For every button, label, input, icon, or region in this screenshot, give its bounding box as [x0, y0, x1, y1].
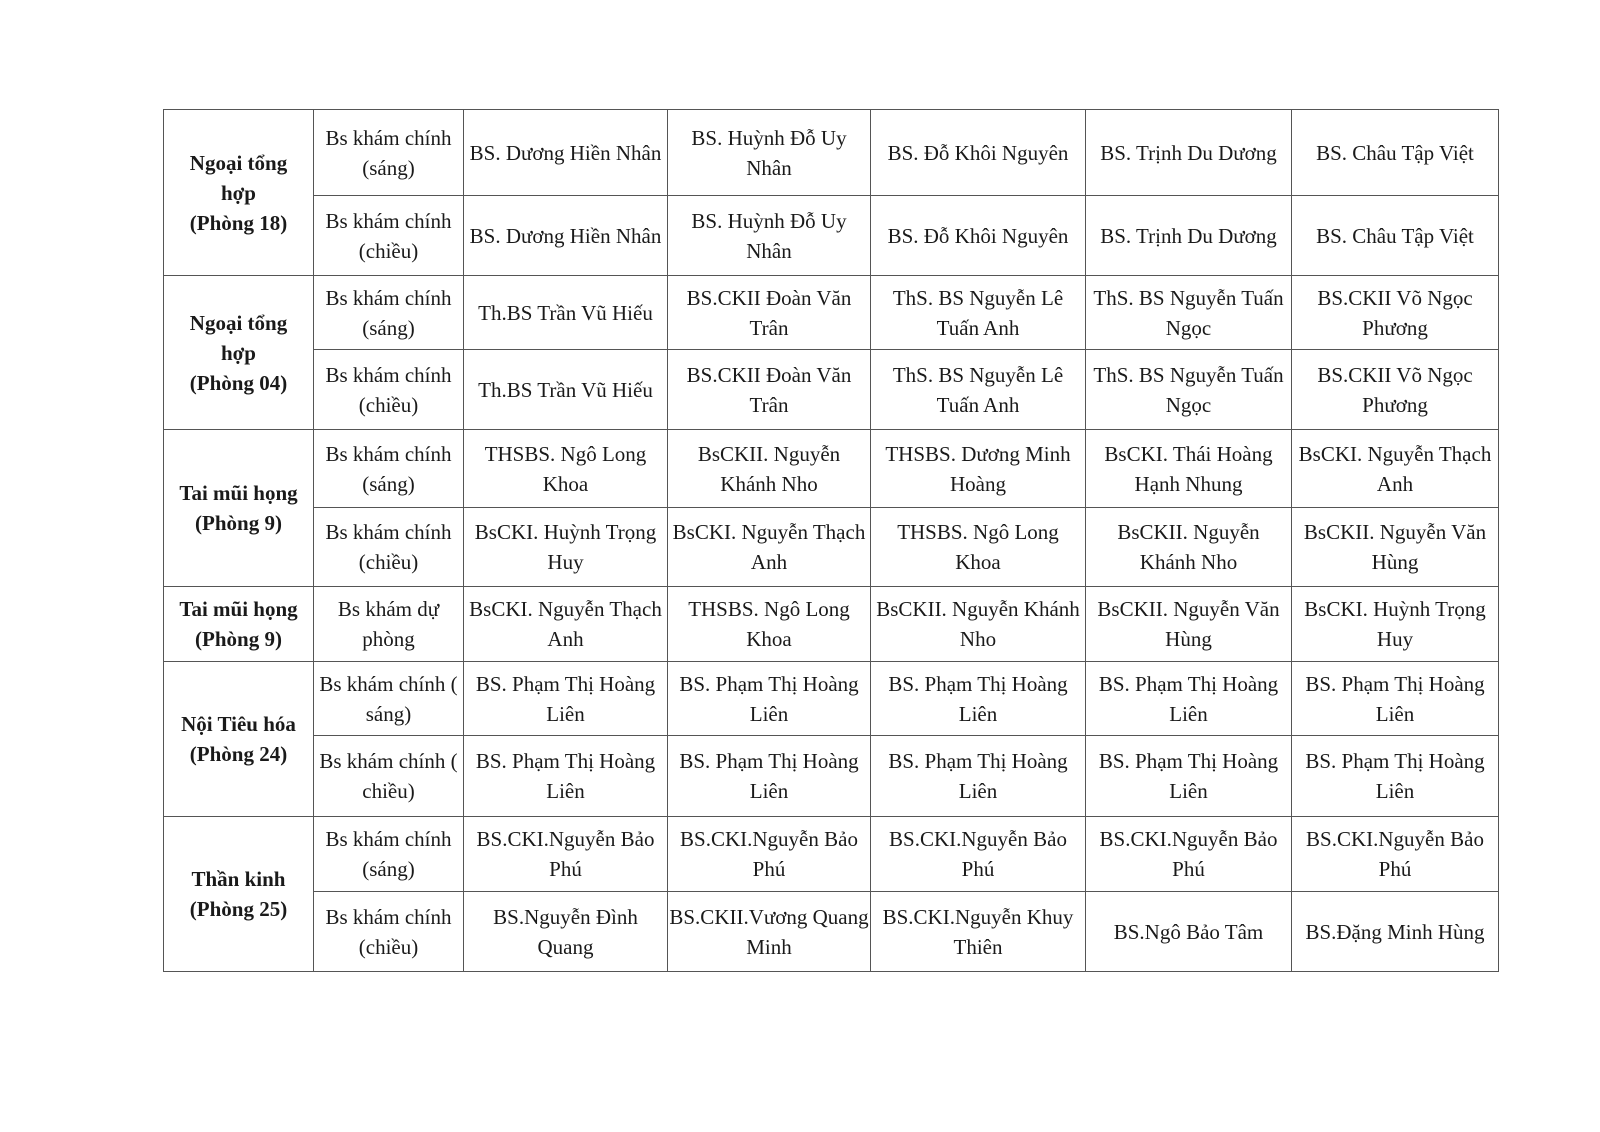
doctor-cell: BsCKII. Nguyễn Khánh Nho [668, 430, 871, 508]
role-cell: Bs khám chính ( chiều) [314, 736, 464, 817]
doctor-cell: BsCKII. Nguyễn Văn Hùng [1292, 508, 1499, 587]
doctor-cell: BS. Phạm Thị Hoàng Liên [1086, 662, 1292, 736]
doctor-cell: BS.CKII Võ Ngọc Phương [1292, 350, 1499, 430]
doctor-cell: BS.CKII Đoàn Văn Trân [668, 350, 871, 430]
schedule-body [164, 110, 1499, 972]
doctor-cell: BS. Châu Tập Việt [1292, 196, 1499, 276]
department-label-line: Ngoại tổng [189, 310, 288, 335]
table-row [164, 587, 1499, 662]
table-row [164, 892, 1499, 972]
doctor-cell: ThS. BS Nguyễn Lê Tuấn Anh [871, 350, 1086, 430]
doctor-cell: BS.CKI.Nguyễn Khuy Thiên [871, 892, 1086, 972]
doctor-cell: BS. Châu Tập Việt [1292, 110, 1499, 196]
department-cell [164, 817, 314, 972]
doctor-cell: BsCKI. Huỳnh Trọng Huy [1292, 587, 1499, 662]
role-cell: Bs khám chính (sáng) [314, 276, 464, 350]
table-row [164, 110, 1499, 196]
doctor-cell: BS. Phạm Thị Hoàng Liên [871, 662, 1086, 736]
doctor-cell: BS.CKI.Nguyễn Bảo Phú [668, 817, 871, 892]
doctor-cell: BsCKI. Huỳnh Trọng Huy [464, 508, 668, 587]
doctor-cell: THSBS. Ngô Long Khoa [464, 430, 668, 508]
department-label-line: (Phòng 9) [195, 627, 282, 651]
role-cell: Bs khám dự phòng [314, 587, 464, 662]
department-cell [164, 110, 314, 276]
department-label-line: Tai mũi họng [179, 481, 298, 505]
doctor-cell: BS.Đặng Minh Hùng [1292, 892, 1499, 972]
role-cell: Bs khám chính (chiều) [314, 892, 464, 972]
doctor-cell: BS. Dương Hiền Nhân [464, 110, 668, 196]
doctor-cell: BS.CKI.Nguyễn Bảo Phú [1292, 817, 1499, 892]
doctor-cell: BS. Phạm Thị Hoàng Liên [871, 736, 1086, 817]
doctor-cell: BS.CKI.Nguyễn Bảo Phú [1086, 817, 1292, 892]
table-row [164, 508, 1499, 587]
doctor-cell: BsCKII. Nguyễn Khánh Nho [1086, 508, 1292, 587]
doctor-cell: BS.CKII Đoàn Văn Trân [668, 276, 871, 350]
department-cell [164, 587, 314, 662]
doctor-cell: BS.CKI.Nguyễn Bảo Phú [871, 817, 1086, 892]
role-cell: Bs khám chính (sáng) [314, 430, 464, 508]
table-row [164, 430, 1499, 508]
table-row [164, 276, 1499, 350]
department-label-line: (Phòng 24) [189, 742, 288, 766]
table-row [164, 350, 1499, 430]
doctor-cell: BsCKI. Nguyễn Thạch Anh [464, 587, 668, 662]
doctor-cell: BS.CKI.Nguyễn Bảo Phú [464, 817, 668, 892]
doctor-cell: BsCKI. Nguyễn Thạch Anh [668, 508, 871, 587]
doctor-cell: BS. Phạm Thị Hoàng Liên [1292, 736, 1499, 817]
role-cell: Bs khám chính (chiều) [314, 196, 464, 276]
doctor-cell: BS. Đỗ Khôi Nguyên [871, 110, 1086, 196]
table-row [164, 817, 1499, 892]
department-cell [164, 430, 314, 587]
department-label-line: hợp [221, 180, 256, 205]
table-row [164, 736, 1499, 817]
doctor-cell: BS. Phạm Thị Hoàng Liên [464, 662, 668, 736]
doctor-cell: BsCKI. Thái Hoàng Hạnh Nhung [1086, 430, 1292, 508]
doctor-cell: ThS. BS Nguyễn Lê Tuấn Anh [871, 276, 1086, 350]
doctor-cell: BsCKII. Nguyễn Văn Hùng [1086, 587, 1292, 662]
doctor-cell: BS.Nguyễn Đình Quang [464, 892, 668, 972]
doctor-cell: BS. Phạm Thị Hoàng Liên [668, 736, 871, 817]
department-label-line: Nội Tiêu hóa [181, 712, 296, 736]
department-label-line: Thần kinh [191, 867, 286, 891]
doctor-cell: BS. Trịnh Du Dương [1086, 110, 1292, 196]
role-cell: Bs khám chính (chiều) [314, 508, 464, 587]
table-row [164, 662, 1499, 736]
doctor-cell: BS. Phạm Thị Hoàng Liên [1086, 736, 1292, 817]
doctor-cell: BS.CKII.Vương Quang Minh [668, 892, 871, 972]
doctor-cell: BS. Phạm Thị Hoàng Liên [464, 736, 668, 817]
table-row [164, 196, 1499, 276]
schedule-table [163, 109, 1499, 972]
doctor-cell: BS. Huỳnh Đỗ Uy Nhân [668, 110, 871, 196]
department-label-line: (Phòng 25) [189, 897, 288, 921]
doctor-cell: THSBS. Ngô Long Khoa [668, 587, 871, 662]
doctor-cell: BS. Đỗ Khôi Nguyên [871, 196, 1086, 276]
department-label-line: (Phòng 04) [189, 370, 288, 395]
role-cell: Bs khám chính (sáng) [314, 817, 464, 892]
department-label-line: Ngoại tổng [189, 150, 288, 175]
role-cell: Bs khám chính ( sáng) [314, 662, 464, 736]
department-label-line: (Phòng 9) [195, 511, 282, 535]
department-label-line: (Phòng 18) [189, 210, 288, 235]
role-cell: Bs khám chính (sáng) [314, 110, 464, 196]
doctor-cell: BS. Phạm Thị Hoàng Liên [1292, 662, 1499, 736]
doctor-cell: BS. Dương Hiền Nhân [464, 196, 668, 276]
doctor-cell: THSBS. Ngô Long Khoa [871, 508, 1086, 587]
department-cell [164, 662, 314, 817]
doctor-cell: BS.Ngô Bảo Tâm [1086, 892, 1292, 972]
department-label-line: Tai mũi họng [179, 597, 298, 621]
department-cell [164, 276, 314, 430]
doctor-cell: THSBS. Dương Minh Hoàng [871, 430, 1086, 508]
doctor-cell: Th.BS Trần Vũ Hiếu [464, 276, 668, 350]
doctor-cell: Th.BS Trần Vũ Hiếu [464, 350, 668, 430]
doctor-cell: BS.CKII Võ Ngọc Phương [1292, 276, 1499, 350]
doctor-cell: BS. Phạm Thị Hoàng Liên [668, 662, 871, 736]
doctor-cell: BsCKI. Nguyễn Thạch Anh [1292, 430, 1499, 508]
department-label-line: hợp [221, 340, 256, 365]
doctor-cell: ThS. BS Nguyễn Tuấn Ngọc [1086, 350, 1292, 430]
doctor-cell: ThS. BS Nguyễn Tuấn Ngọc [1086, 276, 1292, 350]
role-cell: Bs khám chính (chiều) [314, 350, 464, 430]
doctor-cell: BsCKII. Nguyễn Khánh Nho [871, 587, 1086, 662]
doctor-cell: BS. Huỳnh Đỗ Uy Nhân [668, 196, 871, 276]
doctor-cell: BS. Trịnh Du Dương [1086, 196, 1292, 276]
